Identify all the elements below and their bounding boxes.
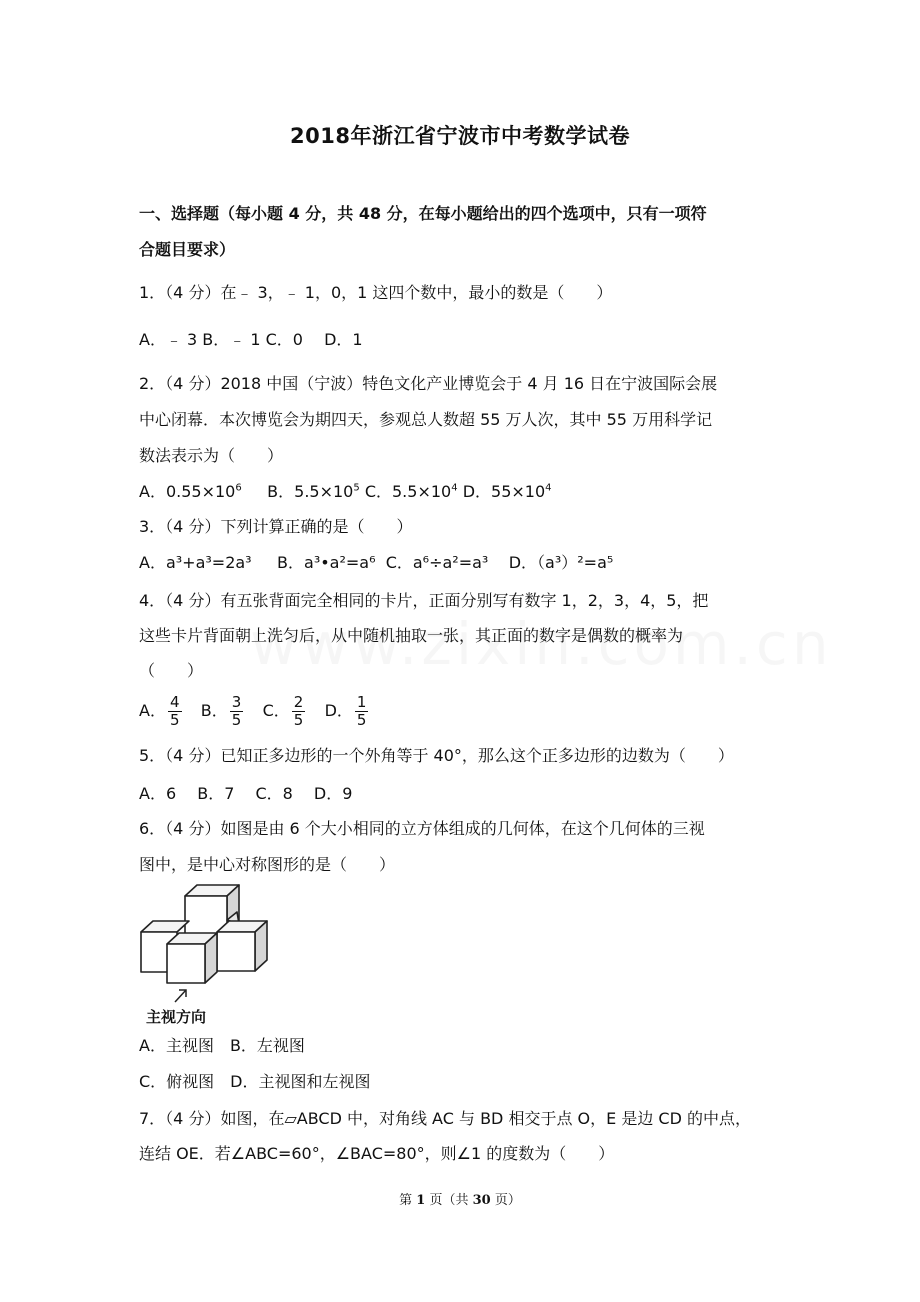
- q4-option-d: D． $\frac{1}{5}$: [324, 693, 367, 729]
- q2-line2: 中心闭幕．本次博览会为期四天，参观总人数超 55 万人次，其中 55 万用科学记: [139, 410, 713, 429]
- q3-option-d: D．（a³）²=a⁵: [508, 553, 614, 572]
- q2-option-b: B．$5.5\times 10^5$: [267, 482, 360, 501]
- fraction: $\frac{3}{5}$: [231, 693, 242, 729]
- arrow-icon: [175, 990, 186, 1002]
- q4-line3: （ ）: [139, 661, 204, 680]
- current-page: 1: [416, 1193, 426, 1208]
- q6-line2: 图中，是中心对称图形的是（ ）: [139, 855, 396, 874]
- q4-option-b: B． $\frac{3}{5}$: [200, 693, 242, 729]
- q3-option-b: B．a³•a²=a⁶: [277, 553, 376, 572]
- figure-caption: 主视方向: [146, 1008, 207, 1026]
- q6-options-ab: A．主视图 B．左视图: [139, 1036, 305, 1055]
- q2-line3: 数法表示为（ ）: [139, 446, 284, 465]
- q5-options: A．6 B．7 C．8 D．9: [139, 784, 353, 803]
- q3-stem: 3．（4 分）下列计算正确的是（ ）: [139, 517, 413, 536]
- page-title: 2018年浙江省宁波市中考数学试卷: [290, 124, 630, 148]
- section-heading-line1: 一、选择题（每小题 4 分，共 48 分，在每小题给出的四个选项中，只有一项符: [139, 204, 707, 223]
- q2-option-a: A．$0.55\times 10^6$: [139, 482, 242, 501]
- fraction: $\frac{4}{5}$: [169, 693, 180, 729]
- q1-stem: 1．（4 分）在﹣ 3，﹣ 1，0，1 这四个数中，最小的数是（ ）: [139, 283, 613, 302]
- fraction: $\frac{2}{5}$: [293, 693, 304, 729]
- q4-line1: 4．（4 分）有五张背面完全相同的卡片，正面分别写有数字 1，2，3，4，5，把: [139, 591, 709, 610]
- q1-options: A．﹣ 3 B．﹣ 1 C．0 D．1: [139, 330, 363, 349]
- q7-line2: 连结 OE．若∠ABC=60°，∠BAC=80°，则∠1 的度数为（ ）: [139, 1144, 615, 1163]
- q7-line1: 7．（4 分）如图，在▱ABCD 中，对角线 AC 与 BD 相交于点 O，E 是边 CD 的中点，: [139, 1109, 751, 1128]
- q6-options-cd: C．俯视图 D．主视图和左视图: [139, 1072, 371, 1091]
- q3-option-c: C．a⁶÷a²=a³: [385, 553, 489, 572]
- q6-line1: 6．（4 分）如图是由 6 个大小相同的立方体组成的几何体，在这个几何体的三视: [139, 819, 705, 838]
- fraction: $\frac{1}{5}$: [356, 693, 367, 729]
- section-heading-line2: 合题目要求）: [139, 240, 236, 259]
- q4-options: [139, 693, 372, 729]
- cube-figure: [139, 880, 279, 1010]
- q5-stem: 5．（4 分）已知正多边形的一个外角等于 40°，那么这个正多边形的边数为（ ）: [139, 746, 734, 765]
- q2-option-c: C．$5.5\times 10^4$: [364, 482, 458, 501]
- q2-option-d: D．$55\times 10^4$: [462, 482, 552, 501]
- q3-options: [139, 552, 613, 574]
- q4-option-c: C． $\frac{2}{5}$: [262, 693, 304, 729]
- q3-option-a: A．a³+a³=2a³: [139, 553, 252, 572]
- q2-line1: 2．（4 分）2018 中国（宁波）特色文化产业博览会于 4 月 16 日在宁波国际会展: [139, 374, 718, 393]
- q4-line2: 这些卡片背面朝上洗匀后，从中随机抽取一张，其正面的数字是偶数的概率为: [139, 626, 684, 645]
- q4-option-a: A． $\frac{4}{5}$: [139, 693, 180, 729]
- q2-options: [139, 481, 552, 503]
- total-pages: 30: [472, 1193, 491, 1208]
- page-footer: 第 1 页（共 30 页）: [399, 1193, 521, 1208]
